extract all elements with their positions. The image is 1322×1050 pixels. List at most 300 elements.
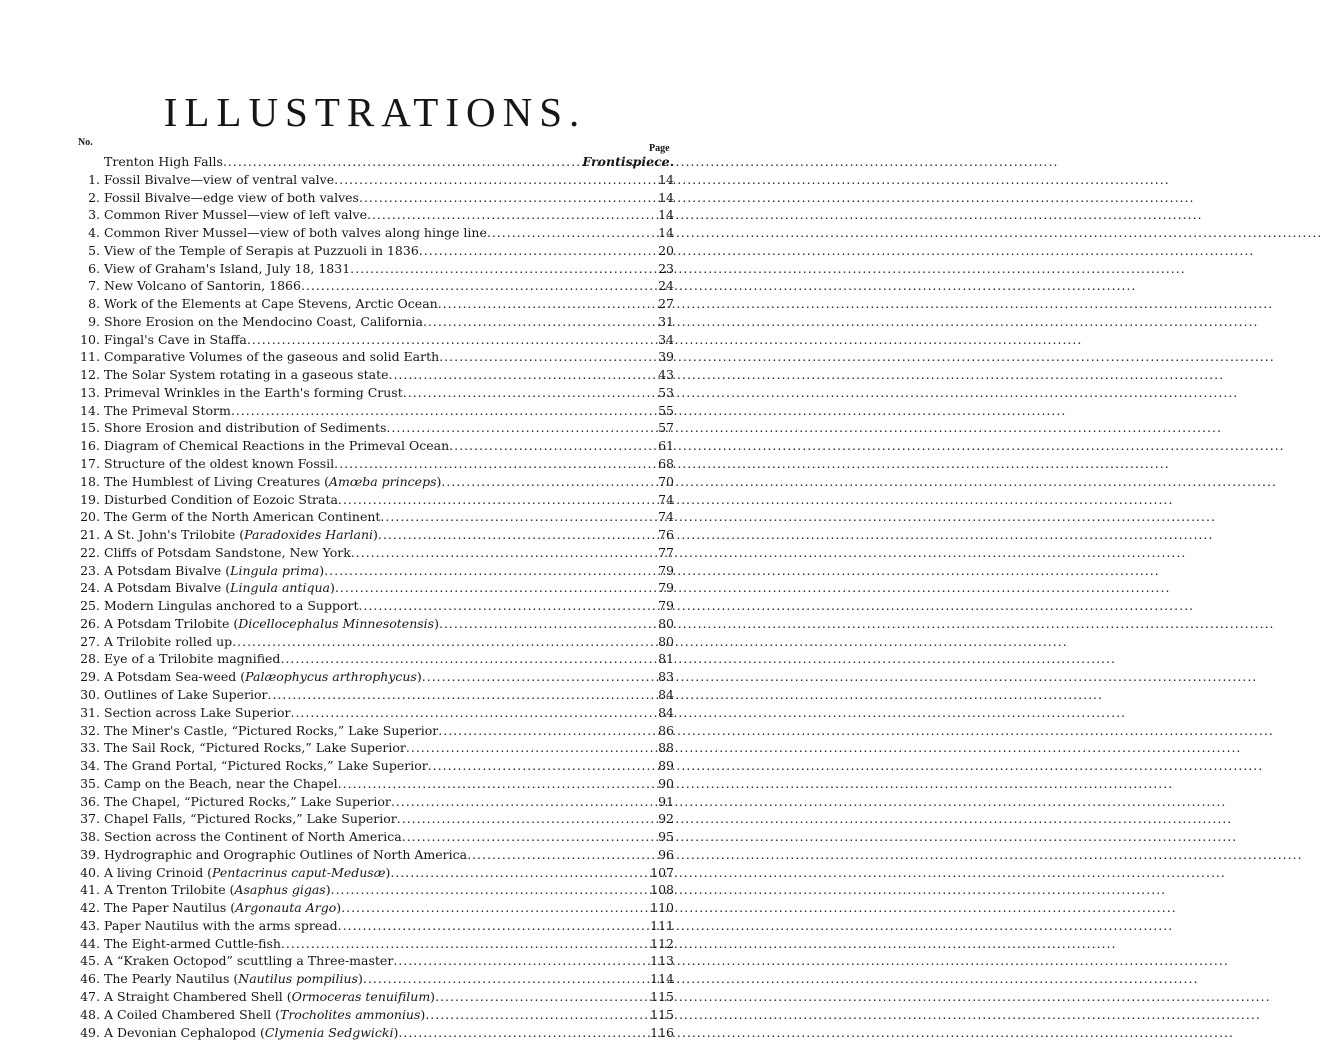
dot-leader [380, 508, 650, 526]
entry-page: 57 [658, 420, 674, 436]
entry-page: 86 [658, 722, 674, 738]
list-item [74, 1006, 674, 1024]
entry-title-part: Comparative Volumes of the gaseous and solid Earth [104, 349, 440, 365]
list-item [74, 988, 674, 1006]
entry-number: 9. [88, 313, 100, 329]
entry-title [104, 579, 335, 597]
entry-title [104, 242, 419, 260]
entry-number: 7. [88, 278, 100, 294]
entry-page: 115 [650, 988, 674, 1004]
list-item [74, 562, 674, 580]
list-item [74, 597, 674, 615]
list-item [74, 419, 674, 437]
list-item [74, 615, 674, 633]
entry-title-italic-part: Dicellocephalus Minnesotensis [238, 615, 435, 631]
entry-title-part: Diagram of Chemical Reactions in the Primeval Ocean [104, 438, 450, 454]
dot-leader [334, 171, 650, 189]
list-item [74, 206, 674, 224]
entry-number: 45. [80, 953, 100, 969]
entry-title [104, 917, 338, 935]
entry-title-italic-part: Amœba princeps [328, 473, 437, 489]
entry-title-part: A Potsdam Sea-weed ( [104, 669, 246, 685]
entry-title [104, 668, 422, 686]
list-item-frontispiece [74, 153, 674, 171]
entry-title-part: The Humblest of Living Creatures ( [104, 473, 329, 489]
dot-leader [467, 846, 650, 864]
entry-title-part: A Trenton Trilobite ( [104, 882, 235, 898]
entry-title-part: A Potsdam Bivalve ( [104, 580, 231, 596]
entry-page: 24 [658, 278, 674, 294]
list-item [74, 828, 674, 846]
list-item [74, 633, 674, 651]
dot-leader [438, 295, 650, 313]
dot-leader [338, 775, 650, 793]
dot-leader [428, 757, 650, 775]
entry-title-part: The Pearly Nautilus ( [104, 971, 239, 987]
entry-title [104, 739, 406, 757]
entry-page: 27 [658, 296, 674, 312]
list-item [74, 579, 674, 597]
page-speck [92, 46, 106, 48]
entry-title [104, 1024, 398, 1042]
dot-leader [439, 348, 650, 366]
entry-title-part: The Chapel, “Pictured Rocks,” Lake Superior [104, 793, 391, 809]
list-item [74, 686, 674, 704]
dot-leader [487, 224, 650, 242]
entry-title [104, 775, 338, 793]
entry-title-italic-part: Nautilus pompilius [238, 971, 358, 987]
entry-page: 61 [658, 438, 674, 454]
entry-title-part: Primeval Wrinkles in the Earth's forming Crust [104, 384, 403, 400]
entry-number: 13. [80, 384, 100, 400]
entry-title [104, 828, 402, 846]
entry-title-part: A Trilobite rolled up [104, 633, 233, 649]
entry-title-part: ) [373, 527, 378, 543]
dot-leader [393, 952, 648, 970]
dot-leader [398, 1024, 648, 1042]
entry-title [104, 437, 449, 455]
dot-leader [301, 277, 650, 295]
entry-number: 40. [80, 864, 100, 880]
entry-page: 68 [658, 456, 674, 472]
list-item [74, 544, 674, 562]
entry-page: 14 [658, 225, 674, 241]
entry-title-part: The Grand Portal, “Pictured Rocks,” Lake Superior [104, 758, 428, 774]
dot-leader [397, 810, 650, 828]
dot-leader [232, 633, 650, 651]
entry-title-part: The Paper Nautilus ( [104, 900, 236, 916]
entry-page: 113 [650, 953, 674, 969]
entry-title-part: ) [358, 971, 363, 987]
entry-title [104, 633, 232, 651]
entry-number: 26. [80, 615, 100, 631]
entry-title-part: ) [434, 615, 439, 631]
illustrations-list [74, 153, 674, 1041]
entry-number: 33. [80, 740, 100, 756]
entry-title [104, 491, 338, 509]
entry-page: 116 [650, 1024, 674, 1040]
entry-number: 43. [80, 917, 100, 933]
entry-title-part: ) [319, 562, 325, 578]
entry-title-part: A Devonian Cephalopod ( [104, 1024, 265, 1040]
entry-page: 74 [658, 491, 674, 507]
dot-leader [406, 739, 650, 757]
entry-number: 12. [80, 367, 100, 383]
entry-page: 80 [658, 615, 674, 631]
entry-number: 31. [80, 704, 100, 720]
entry-page: 31 [658, 313, 674, 329]
entry-title-italic-part: Palæophycus arthrophycus [245, 669, 417, 685]
entry-number: 3. [88, 207, 100, 223]
entry-page: 110 [650, 900, 674, 916]
entry-title [104, 171, 334, 189]
dot-leader [423, 313, 650, 331]
entry-title-italic-part: Clymenia Sedgwicki [264, 1024, 394, 1040]
entry-page: 96 [658, 846, 674, 862]
dot-leader [358, 597, 650, 615]
dot-leader [422, 668, 650, 686]
entry-title-part: New Volcano of Santorin, 1866 [104, 278, 301, 294]
entry-title-part: Work of the Elements at Cape Stevens, Arctic Ocean [104, 296, 438, 312]
entry-title-italic-part: Lingula antiqua [230, 580, 331, 596]
entry-title-italic-part: Asaphus gigas [234, 882, 326, 898]
entry-title [104, 615, 439, 633]
dot-leader [341, 899, 648, 917]
list-item [74, 384, 674, 402]
entry-title-part: A “Kraken Octopod” scuttling a Three-master [104, 953, 394, 969]
entry-page: 55 [658, 402, 674, 418]
entry-page: 92 [658, 811, 674, 827]
entry-number: 11. [80, 349, 100, 365]
entry-title-part: Fingal's Cave in Staffa [104, 331, 247, 347]
entry-title [104, 348, 439, 366]
dot-leader [334, 455, 650, 473]
entry-title-part: ) [385, 864, 391, 880]
entry-title-part: Hydrographic and Orographic Outlines of North America [104, 846, 468, 862]
entry-title [104, 597, 358, 615]
entry-number: 8. [88, 296, 100, 312]
list-item [74, 775, 674, 793]
entry-page: 14 [658, 207, 674, 223]
list-item [74, 899, 674, 917]
entry-title [104, 544, 351, 562]
entry-title-part: ) [336, 900, 342, 916]
entry-title-part: Section across the Continent of North America [104, 829, 402, 845]
entry-title-part: The Solar System rotating in a gaseous state [104, 367, 389, 383]
entry-page: 77 [658, 544, 674, 560]
list-item [74, 171, 674, 189]
entry-title [104, 722, 438, 740]
entry-title [104, 526, 378, 544]
entry-number: 1. [88, 171, 100, 187]
entry-title [104, 313, 423, 331]
entry-page: 39 [658, 349, 674, 365]
entry-number: 25. [80, 598, 100, 614]
entry-title [104, 189, 359, 207]
list-item [74, 864, 674, 882]
entry-number: 17. [80, 456, 100, 472]
dot-leader [335, 579, 650, 597]
dot-leader [390, 864, 648, 882]
entry-title [104, 970, 363, 988]
entry-title [104, 295, 438, 313]
list-item [74, 224, 674, 242]
entry-title [104, 881, 331, 899]
dot-leader [359, 189, 650, 207]
entry-number: 14. [80, 402, 100, 418]
entry-number: 16. [80, 438, 100, 454]
entry-title-part: Cliffs of Potsdam Sandstone, New York [104, 544, 351, 560]
entry-number: 18. [80, 473, 100, 489]
entry-title-part: Fossil Bivalve—view of ventral valve [104, 171, 335, 187]
entry-number: 41. [80, 882, 100, 898]
dot-leader [389, 366, 650, 384]
entry-title-part: Camp on the Beach, near the Chapel [104, 775, 338, 791]
entry-title-part: View of the Temple of Serapis at Puzzuoli in 1836 [104, 242, 419, 258]
dot-leader [425, 1006, 648, 1024]
dot-leader [350, 260, 650, 278]
entry-title-part: Common River Mussel—view of left valve [104, 207, 367, 223]
entry-title-part: Paper Nautilus with the arms spread [104, 917, 338, 933]
list-item [74, 313, 674, 331]
entry-page: 91 [658, 793, 674, 809]
entry-page: 79 [658, 598, 674, 614]
entry-number: 21. [80, 527, 100, 543]
entry-number: 4. [88, 225, 100, 241]
entry-number: 36. [80, 793, 100, 809]
entry-number: 49. [80, 1024, 100, 1040]
entry-title-part: Outlines of Lake Superior [104, 686, 268, 702]
entry-title-italic-part: Ormoceras tenuifilum [291, 988, 431, 1004]
dot-leader [324, 562, 650, 580]
dot-leader [386, 419, 650, 437]
entry-page: 88 [658, 740, 674, 756]
list-item [74, 402, 674, 420]
entry-title [104, 419, 386, 437]
entry-page: 107 [650, 864, 674, 880]
entry-title [104, 757, 428, 775]
entry-title-part: A Potsdam Bivalve ( [104, 562, 231, 578]
dot-leader [247, 331, 650, 349]
list-item [74, 704, 674, 722]
entry-title [104, 988, 435, 1006]
dot-leader [449, 437, 650, 455]
entry-page: Frontispiece. [582, 154, 674, 169]
entry-title-italic-part: Lingula prima [230, 562, 320, 578]
dot-leader [363, 970, 648, 988]
list-item [74, 260, 674, 278]
entry-title-part: View of Graham's Island, July 18, 1831 [104, 260, 351, 276]
list-item [74, 455, 674, 473]
entry-title-part: ) [416, 669, 422, 685]
entry-number: 19. [80, 491, 100, 507]
entry-title-part: Section across Lake Superior [104, 704, 291, 720]
dot-leader [281, 935, 648, 953]
entry-number: 39. [80, 846, 100, 862]
entry-title-part: ) [420, 1006, 426, 1022]
entry-title-part: Modern Lingulas anchored to a Support [104, 598, 359, 614]
list-item [74, 935, 674, 953]
entry-number: 22. [80, 544, 100, 560]
list-item [74, 970, 674, 988]
list-item [74, 508, 674, 526]
list-item [74, 526, 674, 544]
entry-title-part: Common River Mussel—view of both valves along hinge line [104, 225, 487, 241]
dot-leader [290, 704, 650, 722]
entry-page: 74 [658, 509, 674, 525]
entry-title [104, 206, 367, 224]
list-item [74, 810, 674, 828]
entry-page: 80 [658, 633, 674, 649]
entry-title-part: ) [393, 1024, 399, 1040]
entry-number: 2. [88, 189, 100, 205]
entry-number: 35. [80, 775, 100, 791]
entry-number: 47. [80, 988, 100, 1004]
dot-leader [438, 722, 650, 740]
entry-page: 20 [658, 242, 674, 258]
entry-title [104, 277, 301, 295]
entry-number: 5. [88, 242, 100, 258]
dot-leader [391, 793, 650, 811]
entry-title-part: A Straight Chambered Shell ( [104, 988, 292, 1004]
entry-title [104, 846, 467, 864]
entry-title-part: Eye of a Trilobite magnified [104, 651, 281, 667]
list-item [74, 722, 674, 740]
entry-title-part: The Miner's Castle, “Pictured Rocks,” Lake Superior [104, 722, 439, 738]
entry-page: 108 [650, 882, 674, 898]
entry-number: 37. [80, 811, 100, 827]
column-header-number: No. [78, 137, 93, 148]
list-item [74, 650, 674, 668]
entry-title-part: ) [436, 473, 442, 489]
list-item [74, 189, 674, 207]
dot-leader [267, 686, 650, 704]
entry-title [104, 686, 267, 704]
entry-number: 20. [80, 509, 100, 525]
entry-number: 6. [88, 260, 100, 276]
entry-number: 24. [80, 580, 100, 596]
entry-page: 84 [658, 686, 674, 702]
list-item [74, 295, 674, 313]
entry-title [104, 704, 290, 722]
entry-page: 23 [658, 260, 674, 276]
entry-title [104, 952, 393, 970]
list-item [74, 242, 674, 260]
entry-title-part: The Sail Rock, “Pictured Rocks,” Lake Superior [104, 740, 406, 756]
entry-number: 46. [80, 971, 100, 987]
entry-title-part: A St. John's Trilobite ( [104, 527, 245, 543]
list-item [74, 331, 674, 349]
entry-number: 44. [80, 935, 100, 951]
list-item [74, 757, 674, 775]
entry-title-part: Shore Erosion on the Mendocino Coast, California [104, 313, 423, 329]
dot-leader [402, 828, 650, 846]
entry-number: 23. [80, 562, 100, 578]
entry-page: 79 [658, 580, 674, 596]
entry-title [104, 899, 341, 917]
entry-number: 27. [80, 633, 100, 649]
entry-number: 34. [80, 758, 100, 774]
entry-number: 10. [80, 331, 100, 347]
entry-page: 53 [658, 384, 674, 400]
entry-page: 111 [650, 917, 674, 933]
entry-number: 28. [80, 651, 100, 667]
entry-page: 83 [658, 669, 674, 685]
dot-leader [351, 544, 650, 562]
dot-leader [338, 917, 648, 935]
dot-leader [441, 473, 650, 491]
entry-title-italic-part: Argonauta Argo [235, 900, 337, 916]
entry-title [104, 793, 391, 811]
entry-title-part: ) [330, 580, 335, 596]
entry-title-italic-part: Pentacrinus caput-Medusæ [212, 864, 386, 880]
entry-title-part: Fossil Bivalve—edge view of both valves [104, 189, 359, 205]
entry-title [104, 650, 280, 668]
entry-title-part: The Primeval Storm [104, 402, 231, 418]
dot-leader [367, 206, 650, 224]
list-item [74, 277, 674, 295]
entry-page: 76 [658, 527, 674, 543]
entry-number: 29. [80, 669, 100, 685]
entry-title-part: Chapel Falls, “Pictured Rocks,” Lake Superior [104, 811, 397, 827]
entry-page: 81 [658, 651, 674, 667]
dot-leader [403, 384, 650, 402]
entry-title-part: ) [430, 988, 436, 1004]
dot-leader [435, 988, 648, 1006]
entry-page: 89 [658, 758, 674, 774]
entry-page: 84 [658, 704, 674, 720]
entry-title [104, 1006, 425, 1024]
dot-leader [439, 615, 650, 633]
list-item [74, 491, 674, 509]
dot-leader [378, 526, 650, 544]
list-item [74, 1024, 674, 1042]
dot-leader [419, 242, 650, 260]
entry-page: 34 [658, 331, 674, 347]
list-item [74, 366, 674, 384]
entry-title-part: A Coiled Chambered Shell ( [104, 1006, 280, 1022]
entry-title-part: A Potsdam Trilobite ( [104, 615, 239, 631]
entry-number: 38. [80, 829, 100, 845]
list-item [74, 668, 674, 686]
entry-page: 14 [658, 189, 674, 205]
entry-title [104, 366, 389, 384]
entry-page: 14 [658, 171, 674, 187]
list-item [74, 437, 674, 455]
list-item [74, 739, 674, 757]
entry-page: 95 [658, 829, 674, 845]
entry-title [104, 508, 380, 526]
entry-title [104, 935, 281, 953]
dot-leader [338, 491, 650, 509]
dot-leader [280, 650, 650, 668]
entry-title [104, 384, 403, 402]
entry-number: 32. [80, 722, 100, 738]
list-item [74, 881, 674, 899]
entry-title: Trenton High Falls [104, 154, 223, 169]
entry-page: 115 [650, 1006, 674, 1022]
entry-page: 79 [658, 562, 674, 578]
entry-title-part: ) [325, 882, 331, 898]
list-item [74, 473, 674, 491]
list-item [74, 952, 674, 970]
entry-title [104, 864, 390, 882]
entry-page: 112 [650, 935, 674, 951]
entry-title [104, 562, 324, 580]
entry-title-part: A living Crinoid ( [104, 864, 213, 880]
entry-title-part: The Eight-armed Cuttle-fish [104, 935, 281, 951]
dot-leader [223, 153, 580, 171]
